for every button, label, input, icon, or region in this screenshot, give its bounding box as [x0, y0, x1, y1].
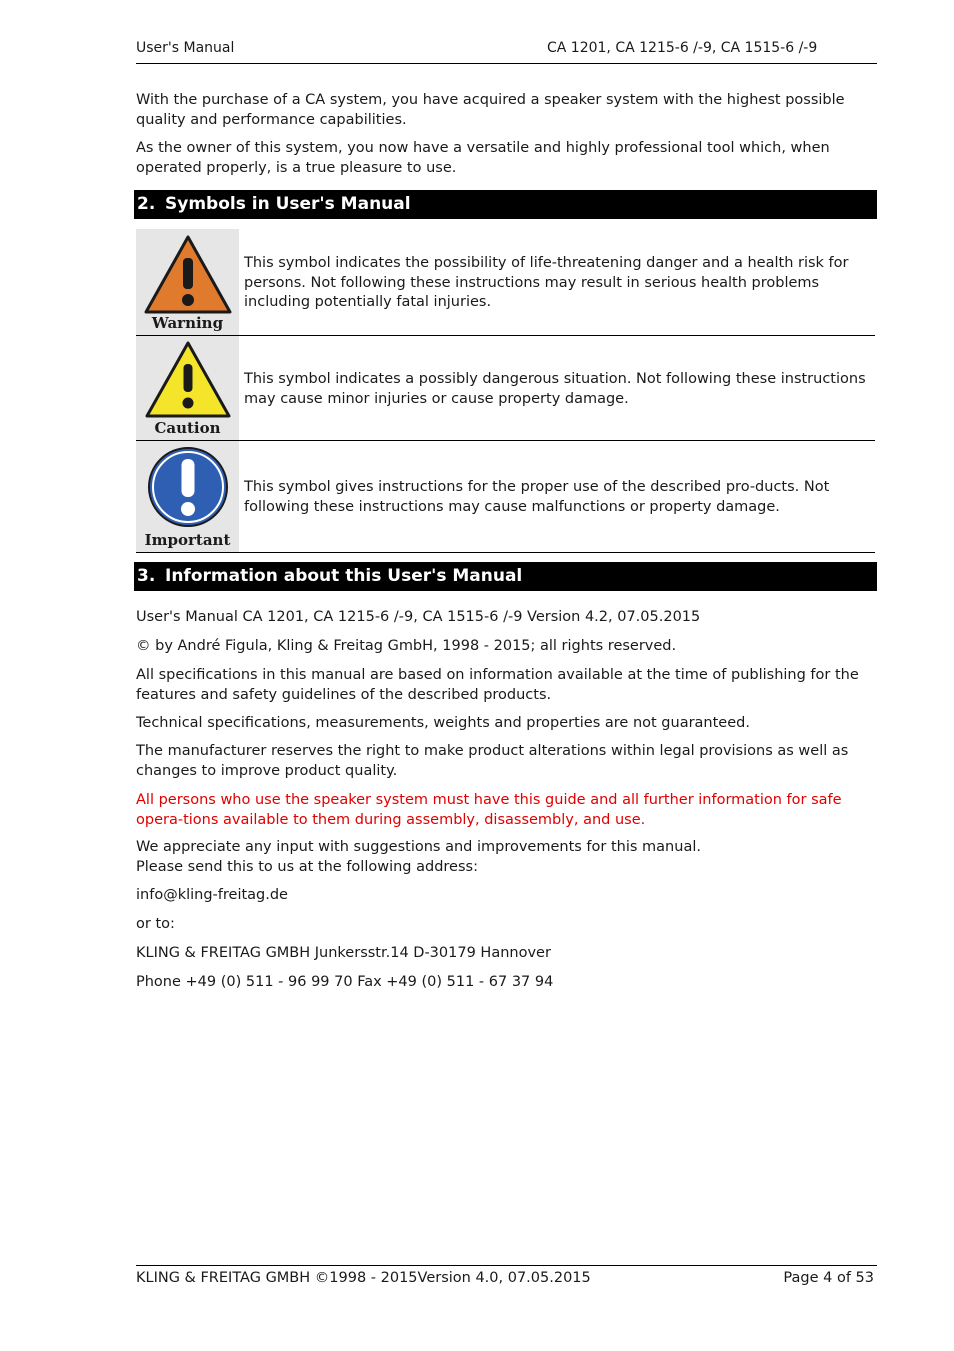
page-number: Page 4 of 53	[783, 1270, 874, 1286]
safety-notice: All persons who use the speaker system must have this guide and all further information for safe opera-tions available to them during assembly, disassembly, and use.	[136, 792, 842, 828]
symbol-row-important	[136, 441, 875, 553]
appreciate-line-2: Please send this to us at the following address:	[136, 859, 478, 875]
specs-paragraph: All specifications in this manual are based on information available at the time of publishing for the features and safety guidelines of the described products.	[136, 667, 859, 703]
section-2-heading	[134, 190, 877, 219]
intro-paragraph-1: With the purchase of a CA system, you have acquired a speaker system with the highest possible quality and performance capabilities.	[136, 92, 845, 128]
important-exclamation-icon	[143, 445, 233, 529]
symbol-description: This symbol indicates a possibly dangerous situation. Not following these instructions may cause minor injuries or cause property damage.	[244, 371, 866, 407]
section-3-heading	[134, 562, 877, 591]
symbol-description: This symbol indicates the possibility of life-threatening danger and a health risk for persons. Not following these instructions may result in serious health problems including potentially fatal injuries.	[244, 255, 849, 310]
page-header	[136, 40, 877, 64]
footer-left: KLING & FREITAG GMBH ©1998 - 2015Version 4.0, 07.05.2015	[136, 1270, 591, 1286]
symbol-description: This symbol gives instructions for the proper use of the described pro-ducts. Not following these instructions may cause malfunctions or property damage.	[244, 479, 830, 515]
page-footer	[136, 1265, 877, 1290]
symbol-label: Important	[144, 531, 231, 549]
caution-triangle-icon	[143, 340, 233, 418]
symbol-label: Warning	[151, 314, 224, 332]
not-guaranteed-line: Technical specifications, measurements, weights and properties are not guaranteed.	[136, 715, 750, 731]
header-left: User's Manual	[136, 40, 235, 56]
intro-paragraph-2: As the owner of this system, you now have a versatile and highly professional tool which, when operated properly, is a true pleasure to use.	[136, 140, 830, 176]
email-address[interactable]: info@kling-freitag.de	[136, 887, 288, 903]
symbol-cell	[136, 336, 239, 440]
header-right: CA 1201, CA 1215-6 /-9, CA 1515-6 /-9	[547, 40, 818, 56]
phone-fax-line: Phone +49 (0) 511 - 96 99 70 Fax +49 (0) 511 - 67 37 94	[136, 974, 554, 990]
symbol-row-caution	[136, 336, 875, 441]
section-number: 3.	[137, 566, 156, 586]
copyright-line: © by André Figula, Kling & Freitag GmbH, 1998 - 2015; all rights reserved.	[136, 638, 677, 654]
symbol-cell	[136, 441, 239, 552]
reserves-paragraph: The manufacturer reserves the right to make product alterations within legal provisions as well as changes to improve product quality.	[136, 743, 849, 779]
or-to-line: or to:	[136, 916, 175, 932]
section-title: Symbols in User's Manual	[165, 194, 411, 214]
section-title: Information about this User's Manual	[165, 566, 523, 586]
postal-address: KLING & FREITAG GMBH Junkersstr.14 D-30179 Hannover	[136, 945, 551, 961]
appreciate-line-1: We appreciate any input with suggestions and improvements for this manual.	[136, 839, 701, 855]
version-line: User's Manual CA 1201, CA 1215-6 /-9, CA 1515-6 /-9 Version 4.2, 07.05.2015	[136, 609, 701, 625]
symbol-row-warning	[136, 229, 875, 336]
warning-triangle-icon	[143, 234, 233, 314]
symbol-cell	[136, 229, 239, 335]
symbol-label: Caution	[154, 419, 221, 437]
section-number: 2.	[137, 194, 156, 214]
